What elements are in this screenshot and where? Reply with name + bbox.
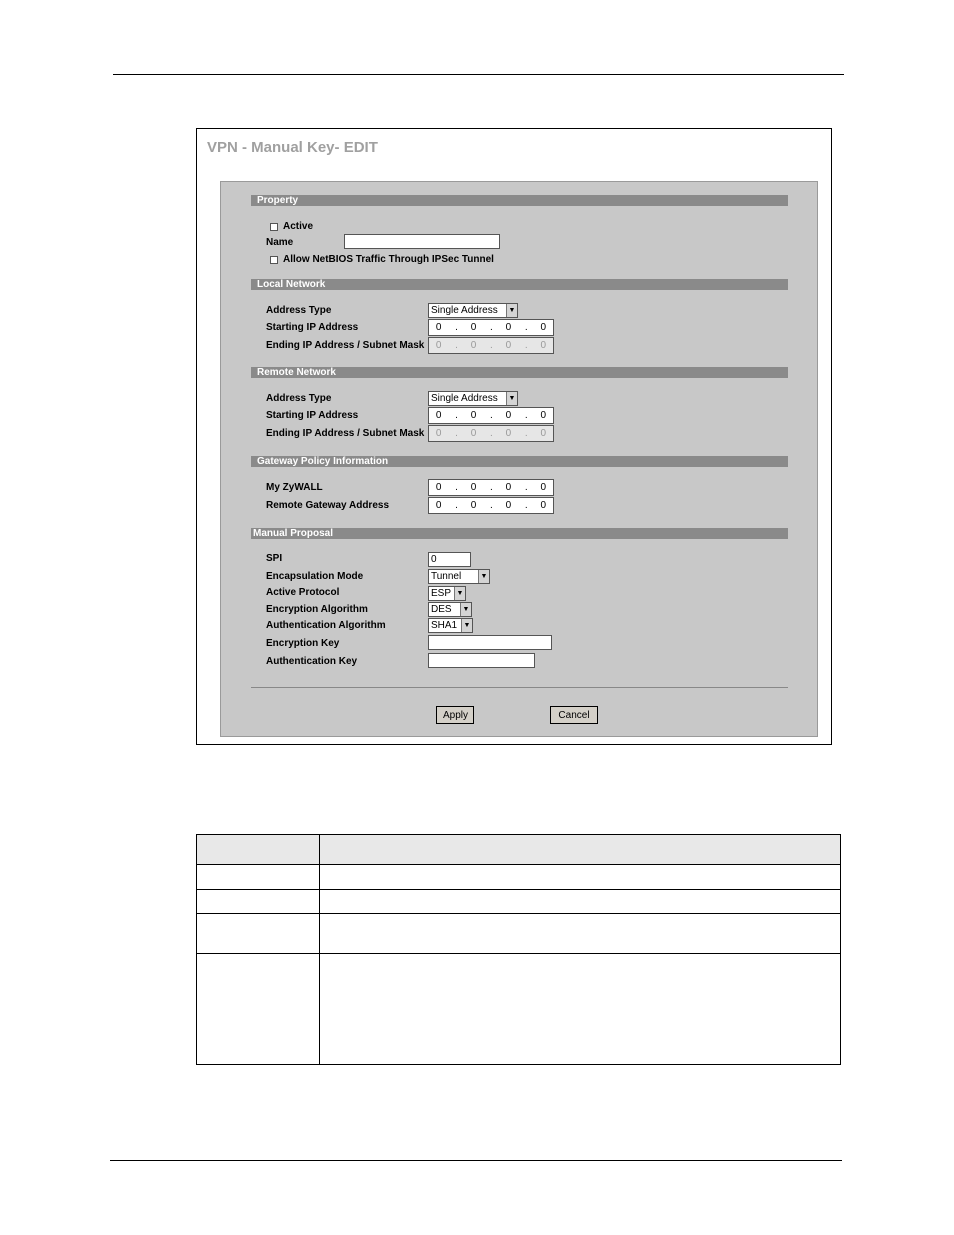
table-cell xyxy=(197,954,320,1065)
header-rule xyxy=(113,74,844,75)
encapsulation-mode-label: Encapsulation Mode xyxy=(266,571,364,582)
ip-octet: 0 xyxy=(505,500,512,511)
ip-octet: 0 xyxy=(540,482,547,493)
table-header-cell xyxy=(320,835,841,865)
encapsulation-mode-value: Tunnel xyxy=(431,571,462,582)
ip-octet: 0 xyxy=(435,500,442,511)
authentication-algorithm-select[interactable] xyxy=(428,618,473,633)
page-title: VPN - Manual Key- EDIT xyxy=(207,139,378,156)
remote-address-type-value: Single Address xyxy=(431,393,498,404)
encryption-algorithm-value: DES xyxy=(431,604,452,615)
ip-octet: 0 xyxy=(470,500,477,511)
form-panel xyxy=(220,181,818,737)
table-cell xyxy=(320,890,841,914)
table-cell xyxy=(197,890,320,914)
ip-octet: 0 xyxy=(435,428,442,439)
chevron-down-icon: ▼ xyxy=(454,587,465,600)
ip-octet: 0 xyxy=(435,340,442,351)
ip-octet: 0 xyxy=(505,428,512,439)
ip-octet: 0 xyxy=(505,340,512,351)
section-remote-network: Remote Network xyxy=(251,367,788,378)
chevron-down-icon: ▼ xyxy=(460,603,471,616)
remote-end-ip-input[interactable]: 0 . 0 . 0 . 0 xyxy=(428,425,554,442)
ip-octet: 0 xyxy=(470,428,477,439)
active-checkbox[interactable] xyxy=(270,223,278,231)
spi-input[interactable] xyxy=(428,552,471,567)
local-address-type-label: Address Type xyxy=(266,305,332,316)
chevron-down-icon: ▼ xyxy=(478,570,489,583)
encapsulation-mode-select[interactable] xyxy=(428,569,490,584)
local-end-ip-input[interactable]: 0 . 0 . 0 . 0 xyxy=(428,337,554,354)
ip-octet: 0 xyxy=(470,482,477,493)
table-cell xyxy=(320,954,841,1065)
table-cell xyxy=(320,865,841,890)
remote-start-ip-label: Starting IP Address xyxy=(266,410,359,421)
section-gateway-policy: Gateway Policy Information xyxy=(251,456,788,467)
authentication-algorithm-label: Authentication Algorithm xyxy=(266,620,386,631)
table-header-row xyxy=(197,835,841,865)
form-divider xyxy=(251,687,788,688)
ip-octet: 0 xyxy=(505,410,512,421)
authentication-algorithm-value: SHA1 xyxy=(431,620,458,631)
ip-octet: 0 xyxy=(435,410,442,421)
local-address-type-select[interactable] xyxy=(428,303,518,318)
table-row xyxy=(197,914,841,954)
ip-octet: 0 xyxy=(540,500,547,511)
encryption-key-input[interactable] xyxy=(428,635,552,650)
encryption-key-label: Encryption Key xyxy=(266,638,340,649)
ip-octet: 0 xyxy=(505,322,512,333)
section-manual-proposal: Manual Proposal xyxy=(251,528,788,539)
my-zywall-ip-input[interactable]: 0 . 0 . 0 . 0 xyxy=(428,479,554,496)
table-cell xyxy=(197,865,320,890)
ip-octet: 0 xyxy=(435,322,442,333)
active-protocol-value: ESP xyxy=(431,588,452,599)
table-cell xyxy=(320,914,841,954)
table-cell xyxy=(197,914,320,954)
ip-octet: 0 xyxy=(540,322,547,333)
encryption-algorithm-label: Encryption Algorithm xyxy=(266,604,368,615)
remote-gateway-label: Remote Gateway Address xyxy=(266,500,390,511)
section-local-network: Local Network xyxy=(251,279,788,290)
active-protocol-label: Active Protocol xyxy=(266,587,340,598)
ip-octet: 0 xyxy=(505,482,512,493)
apply-button[interactable]: Apply xyxy=(436,706,474,724)
local-address-type-value: Single Address xyxy=(431,305,498,316)
ip-octet: 0 xyxy=(540,410,547,421)
description-table xyxy=(196,834,841,1065)
remote-address-type-label: Address Type xyxy=(266,393,332,404)
ip-octet: 0 xyxy=(540,428,547,439)
table-row xyxy=(197,865,841,890)
remote-start-ip-input[interactable]: 0 . 0 . 0 . 0 xyxy=(428,407,554,424)
ip-octet: 0 xyxy=(435,482,442,493)
encryption-algorithm-select[interactable] xyxy=(428,602,472,617)
active-protocol-select[interactable] xyxy=(428,586,466,601)
remote-gateway-ip-input[interactable]: 0 . 0 . 0 . 0 xyxy=(428,497,554,514)
name-input[interactable] xyxy=(344,234,500,249)
chevron-down-icon: ▼ xyxy=(506,304,517,317)
spi-label: SPI xyxy=(266,553,283,564)
local-end-ip-label: Ending IP Address / Subnet Mask xyxy=(266,340,425,351)
authentication-key-input[interactable] xyxy=(428,653,535,668)
footer-rule xyxy=(110,1160,842,1161)
authentication-key-label: Authentication Key xyxy=(266,656,358,667)
ip-octet: 0 xyxy=(540,340,547,351)
ip-octet: 0 xyxy=(470,322,477,333)
chevron-down-icon: ▼ xyxy=(461,619,472,632)
active-label: Active xyxy=(283,221,314,232)
remote-end-ip-label: Ending IP Address / Subnet Mask xyxy=(266,428,425,439)
remote-address-type-select[interactable] xyxy=(428,391,518,406)
netbios-checkbox[interactable] xyxy=(270,256,278,264)
table-header-cell xyxy=(197,835,320,865)
table-row xyxy=(197,954,841,1065)
cancel-button[interactable]: Cancel xyxy=(550,706,598,724)
local-start-ip-label: Starting IP Address xyxy=(266,322,359,333)
table-row xyxy=(197,890,841,914)
netbios-label: Allow NetBIOS Traffic Through IPSec Tunnel xyxy=(283,254,494,265)
section-property: Property xyxy=(251,195,788,206)
my-zywall-label: My ZyWALL xyxy=(266,482,323,493)
ip-octet: 0 xyxy=(470,410,477,421)
chevron-down-icon: ▼ xyxy=(506,392,517,405)
name-label: Name xyxy=(266,237,294,248)
vpn-manual-key-edit-screenshot xyxy=(196,128,832,745)
local-start-ip-input[interactable]: 0 . 0 . 0 . 0 xyxy=(428,319,554,336)
ip-octet: 0 xyxy=(470,340,477,351)
